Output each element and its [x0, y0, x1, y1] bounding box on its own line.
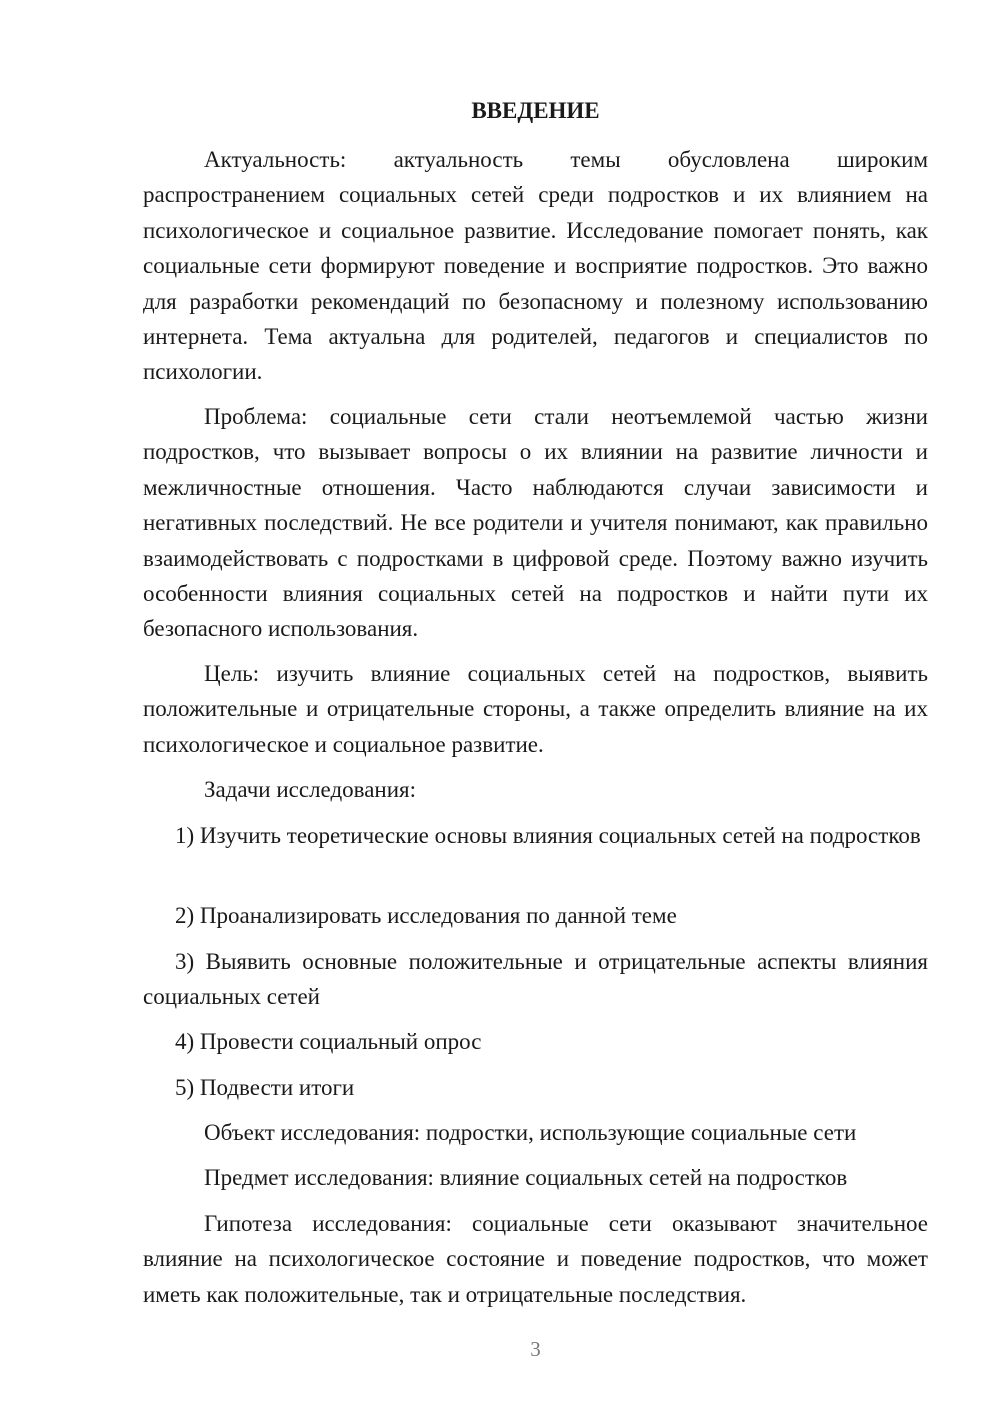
- task-item-5: 5) Подвести итоги: [175, 1075, 355, 1100]
- object-paragraph: Объект исследования: подростки, использующие социальные сети: [204, 1120, 857, 1145]
- subject-paragraph: Предмет исследования: влияние социальных сетей на подростков: [204, 1165, 848, 1190]
- problem-paragraph: Проблема: социальные сети стали неотъемлемой частью жизни подростков, что вызывает вопросы о их влиянии на развитие личности и межличностные отношения. Часто наблюдаются случаи зависимости и негативных последствий. Не все родители и учителя понимают, как правильно взаимодействовать с подростками в цифровой среде. Поэтому важно изучить особенности влияния социальных сетей на подростков и найти пути их безопасного использования.: [143, 404, 928, 642]
- page-number: 3: [530, 1337, 541, 1361]
- section-title: ВВЕДЕНИЕ: [471, 98, 600, 123]
- goal-paragraph: Цель: изучить влияние социальных сетей на подростков, выявить положительные и отрицательные стороны, а также определить влияние на их психологическое и социальное развитие.: [143, 661, 928, 757]
- hypothesis-paragraph: Гипотеза исследования: социальные сети оказывают значительное влияние на психологическое состояние и поведение подростков, что может иметь как положительные, так и отрицательные последствия.: [143, 1211, 928, 1307]
- task-item-4: 4) Провести социальный опрос: [175, 1029, 482, 1054]
- tasks-heading: Задачи исследования:: [204, 777, 417, 802]
- task-item-3: 3) Выявить основные положительные и отрицательные аспекты влияния социальных сетей: [143, 949, 928, 1010]
- relevance-paragraph: Актуальность: актуальность темы обусловлена широким распространением социальных сетей среди подростков и их влиянием на психологическое и социальное развитие. Исследование помогает понять, как социальные сети формируют поведение и восприятие подростков. Это важно для разработки рекомендаций по безопасному и полезному использованию интернета. Тема актуальна для родителей, педагогов и специалистов по психологии.: [143, 147, 928, 385]
- task-item-1: 1) Изучить теоретические основы влияния социальных сетей на подростков: [175, 823, 921, 848]
- task-item-2: 2) Проанализировать исследования по данной теме: [175, 903, 677, 928]
